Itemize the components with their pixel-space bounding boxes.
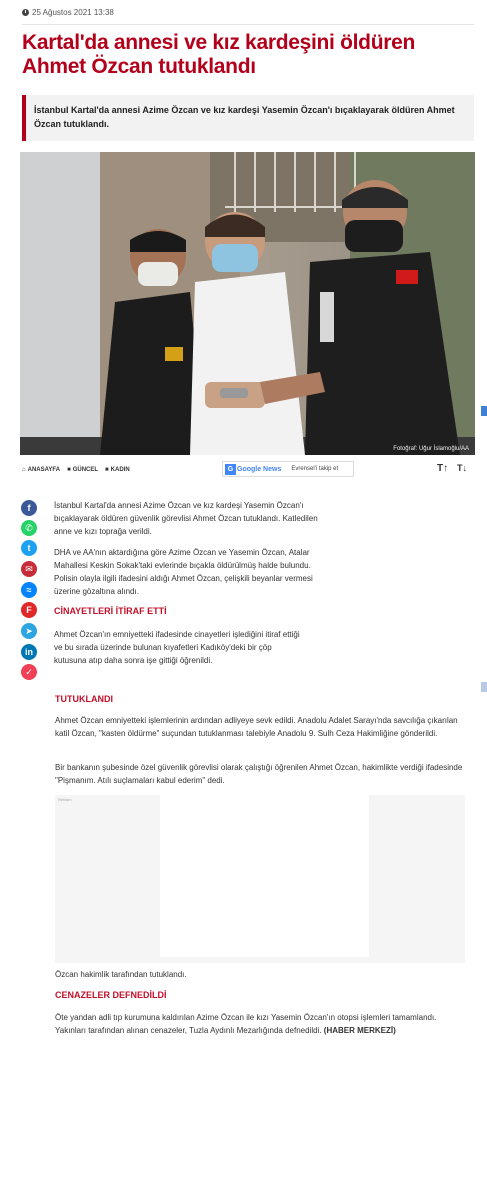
article-paragraph: DHA ve AA'nın aktardığına göre Azime Özcan ve Yasemin Özcan, Atalar Mahallesi Keskin Sokak'taki evlerinde bıçakla öldürülmüş halde bulundu. Polisin olayla ilgili ifadesini aldığı Ahmet Özcan, çelişkili beyanlar vermesi üzerine gözaltına alındı. <box>54 548 313 596</box>
breadcrumb <box>22 467 130 473</box>
article-photo[interactable] <box>20 152 475 455</box>
whatsapp-icon[interactable]: ✆ <box>21 520 37 536</box>
linkedin-icon[interactable]: in <box>21 644 37 660</box>
flipboard-icon[interactable]: F <box>21 602 37 618</box>
telegram-icon[interactable]: ➤ <box>21 623 37 639</box>
article-paragraph: Özcan hakimlik tarafından tutuklandı. <box>55 970 187 979</box>
news-source: (HABER MERKEZİ) <box>323 1026 396 1035</box>
breadcrumb-home[interactable] <box>22 467 60 473</box>
google-news-logo <box>225 464 281 475</box>
publish-date-text: 25 Ağustos 2021 13:38 <box>32 8 114 17</box>
folder-icon: ■ <box>105 467 109 473</box>
messenger-icon[interactable]: ≈ <box>21 582 37 598</box>
article-paragraph: Ahmet Özcan emniyetteki işlemlerinin ardından adliyeye sevk edildi. Anadolu Adalet Sarayı'nda savcılığa çıkarılan katil Özcan, "kasten öldürme" suçundan tutuklanması talebiyle Anadolu 9. Sulh Ceza Hakimliğine gönderildi. <box>55 716 458 738</box>
section-heading: TUTUKLANDI <box>55 694 113 704</box>
photo-credit: Fotoğraf: Uğur İslamoğlu/AA <box>393 446 469 452</box>
ad-slot[interactable] <box>160 795 369 957</box>
section-heading: CİNAYETLERİ İTİRAF ETTİ <box>54 606 167 616</box>
breadcrumb-category-label: GÜNCEL <box>72 467 99 473</box>
google-news-icon: G <box>225 464 236 475</box>
font-increase-button[interactable]: T↑ <box>437 463 449 474</box>
article-paragraph: İstanbul Kartal'da annesi Azime Özcan ve kız kardeşi Yasemin Özcan'ı bıçaklayarak öldüren güvenlik görevlisi Ahmet Özcan tutuklandı. Katledilen anne ve kızı toprağa verildi. <box>54 501 318 536</box>
breadcrumb-category[interactable] <box>67 467 98 473</box>
twitter-icon[interactable]: t <box>21 540 37 556</box>
advertisement[interactable] <box>55 795 465 963</box>
article-paragraph-text: Öte yandan adli tıp kurumuna kaldırılan Azime Özcan ile kızı Yasemin Özcan'ın otopsi işlemleri tamamlandı. Yakınları tarafından alınan cenazeler, Tuzla Aydınlı Mezarlığında defnedildi. <box>55 1013 437 1035</box>
facebook-icon[interactable]: f <box>21 500 37 516</box>
article-spot: İstanbul Kartal'da annesi Azime Özcan ve kız kardeşi Yasemin Özcan'ı bıçaklayarak öldüren Ahmet Özcan tutuklandı. <box>22 95 474 141</box>
clock-icon <box>22 9 29 16</box>
photo-illustration <box>20 152 475 455</box>
email-icon[interactable]: ✉ <box>21 561 37 577</box>
article-paragraph: Bir bankanın şubesinde özel güvenlik görevlisi olarak çalıştığı öğrenilen Ahmet Özcan, hakimlikte verdiği ifadesinde "Pişmanım. Atılı suçlamaları kabul ederim" dedi. <box>55 763 463 785</box>
google-news-follow-button[interactable] <box>222 461 354 477</box>
divider <box>22 24 474 25</box>
article-paragraph <box>55 1011 465 1037</box>
font-decrease-button[interactable]: T↓ <box>457 463 467 473</box>
google-news-logo-text: Google News <box>237 465 282 473</box>
ad-label: Reklam <box>58 797 72 802</box>
google-news-follow-label: Evrensel'i takip et <box>291 466 339 472</box>
scrollbar-thumb[interactable] <box>481 682 487 692</box>
article-paragraph: Ahmet Özcan'ın emniyetteki ifadesinde cinayetleri işlediğini itiraf ettiği ve bu sırada üzerinde bulunan kıyafetleri Kadıköy'deki bir çöp kutusuna atıp daha sonra işe gittiği öğrenildi. <box>54 630 300 665</box>
home-icon: ⌂ <box>22 467 26 473</box>
scrollbar-thumb[interactable] <box>481 406 487 416</box>
folder-icon: ■ <box>67 467 71 473</box>
publish-date <box>22 8 114 17</box>
pocket-icon[interactable]: ✓ <box>21 664 37 680</box>
article-headline: Kartal'da annesi ve kız kardeşini öldüren Ahmet Özcan tutuklandı <box>22 31 416 78</box>
breadcrumb-home-label: ANASAYFA <box>27 467 61 473</box>
breadcrumb-subcategory[interactable] <box>105 467 130 473</box>
section-heading: CENAZELER DEFNEDİLDİ <box>55 990 167 1000</box>
breadcrumb-subcategory-label: KADIN <box>110 467 130 473</box>
